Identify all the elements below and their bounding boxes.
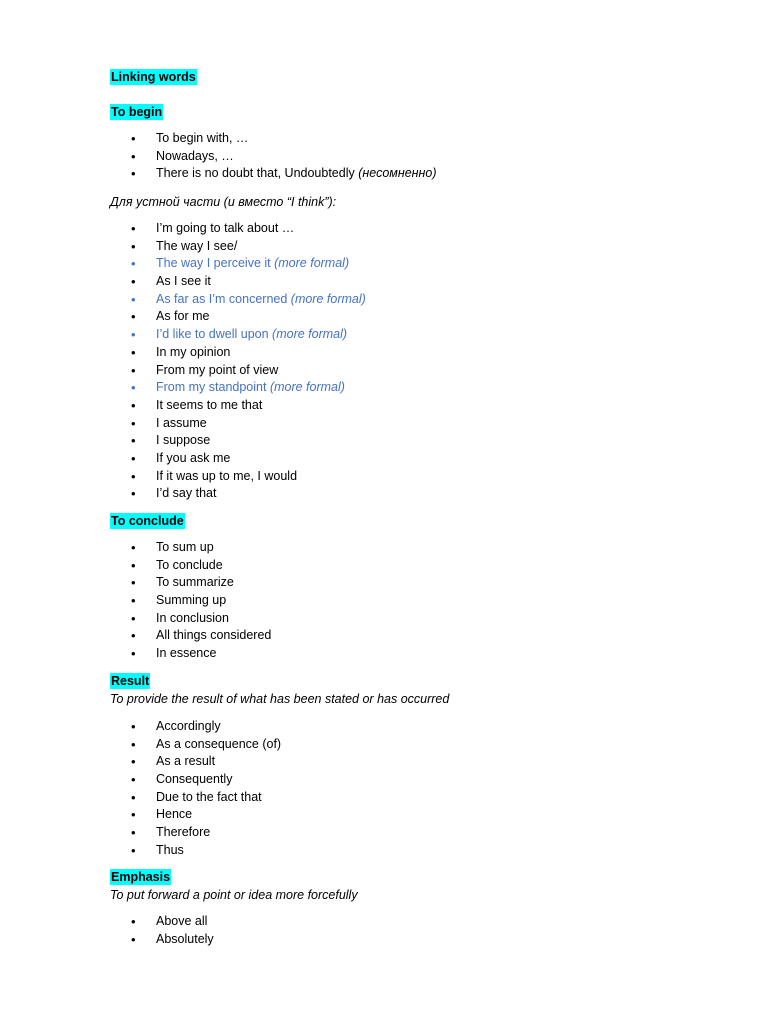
bullet-icon: • <box>131 646 136 662</box>
list-item: • It seems to me that <box>131 397 263 413</box>
bullet-icon: • <box>131 362 136 378</box>
bullet-icon: • <box>131 486 136 502</box>
list-item: • Hence <box>131 807 193 823</box>
list-item: • I’d say that <box>131 486 217 502</box>
bullet-icon: • <box>131 166 136 182</box>
bullet-icon: • <box>131 274 136 290</box>
list-item: • If you ask me <box>131 450 231 466</box>
list-result <box>0 718 281 860</box>
list-item: • To summarize <box>131 575 234 591</box>
list-item: • As I see it <box>131 274 211 290</box>
bullet-icon: • <box>131 789 136 805</box>
list-item: • To sum up <box>131 540 214 555</box>
heading-to-conclude: To conclude <box>111 514 184 528</box>
bullet-icon: • <box>131 238 136 254</box>
heading-to-begin: To begin <box>111 105 163 119</box>
list-item: • As a consequence (of) <box>131 736 282 752</box>
list-item-formal: • I’d like to dwell upon (more formal) <box>131 327 348 343</box>
list-item: • Therefore <box>131 825 211 841</box>
list-item: • Accordingly <box>131 719 221 734</box>
bullet-icon: • <box>131 540 136 555</box>
bullet-icon: • <box>131 291 136 307</box>
bullet-icon: • <box>131 931 136 947</box>
bullet-icon: • <box>131 415 136 431</box>
bullet-icon: • <box>131 344 136 360</box>
bullet-icon: • <box>131 628 136 644</box>
result-description: To provide the result of what has been stated or has occurred <box>110 692 450 706</box>
list-item: • As a result <box>131 754 216 770</box>
document-title: Linking words <box>111 70 196 84</box>
bullet-icon: • <box>131 468 136 484</box>
bullet-icon: • <box>131 914 136 929</box>
list-item: • Due to the fact that <box>131 789 262 805</box>
bullet-icon: • <box>131 593 136 609</box>
list-item: • Summing up <box>131 593 227 609</box>
bullet-icon: • <box>131 327 136 343</box>
list-item-formal: • From my standpoint (more formal) <box>131 380 345 396</box>
list-item: • I assume <box>131 415 207 431</box>
list-item: • Nowadays, … <box>131 148 234 164</box>
bullet-icon: • <box>131 575 136 591</box>
bullet-icon: • <box>131 131 136 146</box>
list-item-formal: • As far as I’m concerned (more formal) <box>131 291 366 307</box>
bullet-icon: • <box>131 719 136 734</box>
bullet-icon: • <box>131 754 136 770</box>
list-item: • In my opinion <box>131 344 231 360</box>
list-item: • To begin with, … <box>131 131 249 146</box>
list-to-conclude <box>0 539 271 663</box>
bullet-icon: • <box>131 256 136 272</box>
heading-emphasis: Emphasis <box>111 870 171 884</box>
bullet-icon: • <box>131 450 136 466</box>
bullet-icon: • <box>131 736 136 752</box>
list-item: • Consequently <box>131 772 233 788</box>
list-item: • In conclusion <box>131 610 229 626</box>
list-item: • All things considered <box>131 628 272 644</box>
bullet-icon: • <box>131 772 136 788</box>
list-item: • Thus <box>131 842 184 858</box>
list-emphasis <box>0 913 214 948</box>
bullet-icon: • <box>131 610 136 626</box>
list-item: • If it was up to me, I would <box>131 468 298 484</box>
list-item: • From my point of view <box>131 362 279 378</box>
bullet-icon: • <box>131 309 136 325</box>
list-to-begin <box>0 130 437 183</box>
bullet-icon: • <box>131 825 136 841</box>
list-oral-phrases <box>0 220 366 503</box>
emphasis-description: To put forward a point or idea more forcefully <box>110 888 358 902</box>
list-item: • I’m going to talk about … <box>131 221 295 236</box>
list-item: • In essence <box>131 646 217 662</box>
list-item: • As for me <box>131 309 210 325</box>
bullet-icon: • <box>131 557 136 573</box>
bullet-icon: • <box>131 221 136 236</box>
list-item: • The way I see/ <box>131 238 238 254</box>
bullet-icon: • <box>131 433 136 449</box>
heading-result: Result <box>111 674 150 688</box>
list-item: • I suppose <box>131 433 211 449</box>
list-item: • There is no doubt that, Undoubtedly (несомненно) <box>131 166 437 182</box>
list-item: • Above all <box>131 914 208 929</box>
list-item: • Absolutely <box>131 931 214 947</box>
oral-part-note: Для устной части (и вместо “I think”): <box>110 195 337 209</box>
list-item-formal: • The way I perceive it (more formal) <box>131 256 350 272</box>
bullet-icon: • <box>131 807 136 823</box>
bullet-icon: • <box>131 380 136 396</box>
list-item: • To conclude <box>131 557 223 573</box>
bullet-icon: • <box>131 148 136 164</box>
bullet-icon: • <box>131 397 136 413</box>
bullet-icon: • <box>131 842 136 858</box>
